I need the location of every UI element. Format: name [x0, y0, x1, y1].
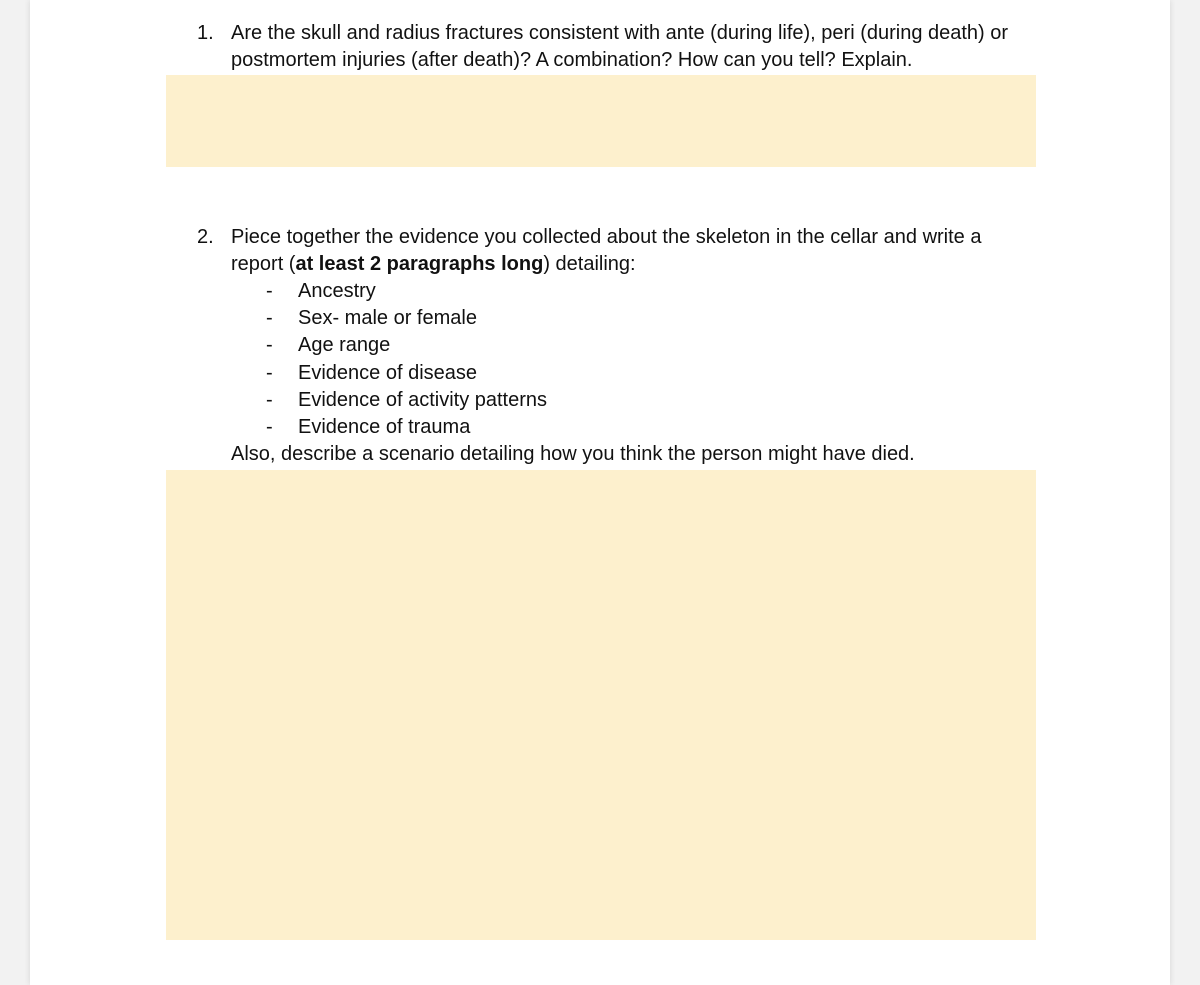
question-1-answer-field[interactable]: [166, 75, 1036, 167]
question-2-line-2-before: report (: [231, 253, 296, 275]
question-1-line-1: Are the skull and radius fractures consistent with ante (during life), peri (during death) or: [231, 22, 1009, 44]
bullet-dash: -: [266, 388, 273, 411]
question-2-closing: Also, describe a scenario detailing how you think the person might have died.: [231, 443, 915, 465]
document-page: [30, 0, 1170, 985]
question-2-text: [231, 224, 1131, 278]
list-item: [266, 414, 766, 441]
bullet-dash: -: [266, 334, 273, 357]
bullet-dash: -: [266, 280, 273, 302]
question-1-line-2: postmortem injuries (after death)? A combination? How can you tell? Explain.: [231, 49, 913, 71]
list-item-text: Sex- male or female: [298, 307, 477, 330]
list-item: [266, 387, 766, 414]
question-2-line-1: Piece together the evidence you collected about the skeleton in the cellar and write a: [231, 226, 982, 248]
list-item-text: Evidence of disease: [298, 361, 478, 384]
question-2-line-2-after: ) detailing:: [543, 253, 636, 275]
question-1-text: [231, 20, 1131, 74]
question-2-answer-field[interactable]: [166, 470, 1036, 940]
bullet-dash: -: [266, 415, 273, 438]
list-item: [266, 305, 766, 332]
list-item: [266, 360, 766, 387]
question-2-number: 2.: [197, 226, 214, 248]
bullet-dash: -: [266, 307, 273, 330]
list-item-text: Evidence of trauma: [298, 415, 471, 438]
bullet-dash: -: [266, 361, 273, 384]
list-item: [266, 278, 766, 305]
list-item: [266, 332, 766, 359]
question-2-emphasis: at least 2 paragraphs long: [295, 253, 544, 275]
list-item-text: Ancestry: [298, 280, 376, 302]
list-item-text: Evidence of activity patterns: [298, 388, 548, 411]
requirements-list: [266, 278, 766, 441]
list-item-text: Age range: [298, 334, 391, 357]
question-1-number: 1.: [197, 22, 214, 44]
